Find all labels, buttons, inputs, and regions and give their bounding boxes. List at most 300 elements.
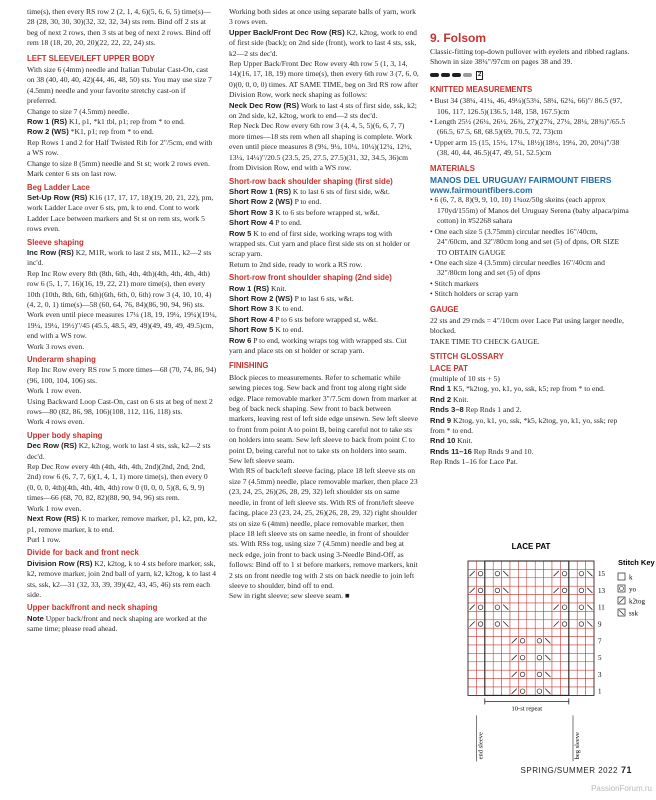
chart-cell [544, 561, 552, 569]
chart-cell [518, 637, 526, 645]
row-instruction: Rep Rnds 1–16 for Lace Pat. [430, 457, 518, 467]
text: Rep Inc Row every 8th (8th, 6th, 4th, 4th)(4th, 4th, 4th, 4th) row 6 (5, 1, 7, 16)(16, 19, 22, 21) more time(s), then every 10th (10th, 8th, 6th, 6th)(6th, 6th, 0, 6th) row 3 (4, 10, 10, 4)(4, 2, 0, 1) time(s)—58 (60, 64, 76, 84)(86, 90, 94, 96) sts. [27, 268, 212, 309]
column-left [27, 7, 217, 635]
chart-cell [468, 637, 476, 645]
chart-cell [518, 586, 526, 594]
chart-cell [510, 586, 518, 594]
chart-cell [476, 670, 484, 678]
row-instruction: Row 2 (WS) *K1, p1; rep from * to end. [27, 127, 154, 137]
text: Rep Upper Back/Front Dec Row every 4th row 5 (1, 3, 14, 14)(16, 17, 18, 19) more time(s), then every 6th row 3 (7, 6, 0, 0)(0, 0, 0, 0) times. AT SAME TIME, beg on 3rd RS row after Division Row, work neck shaping as follows: [229, 59, 419, 100]
chart-cell [552, 653, 560, 661]
row-instruction: Short Row 5 K to end. [229, 325, 304, 335]
row-number-label: 3 [598, 670, 602, 679]
chart-cell [510, 620, 518, 628]
chart-cell [502, 611, 510, 619]
row-instruction: Row 1 (RS) Knit. [229, 283, 287, 293]
row-label: Short Row 1 (RS) [229, 186, 292, 196]
row-instruction: Rnds 11–16 Rep Rnds 9 and 10. [430, 446, 534, 456]
row-label: Rnd 1 [430, 384, 452, 394]
chart-cell [493, 569, 501, 577]
chart-cell [577, 603, 585, 611]
chart-cell [569, 603, 577, 611]
chart-cell [544, 662, 552, 670]
chart-cell [560, 578, 568, 586]
lace-multiple: (multiple of 10 sts + 5) [430, 373, 500, 383]
chart-cell [485, 679, 493, 687]
chart-cell [502, 595, 510, 603]
list-item: • One each size 4 (3.5mm) circular needles 16"/40cm and 32"/80cm long and set (5) of dpns [430, 257, 605, 278]
chart-cell [552, 628, 560, 636]
row-label: Short Row 4 [229, 218, 274, 228]
brand-url-link[interactable]: www.fairmountfibers.com [430, 185, 533, 196]
row-instruction: Inc Row (RS) K2, M1R, work to last 2 sts, M1L, k2—2 sts inc'd. [27, 247, 212, 268]
chart-cell [544, 586, 552, 594]
heading-stitch-glossary: STITCH GLOSSARY [430, 352, 504, 362]
chart-cell [493, 645, 501, 653]
chart-cell [485, 670, 493, 678]
skill-bar-icon [463, 73, 472, 77]
text: Work even until piece measures 17¼ (18, 19, 19¼, 19¼)(19¼, 19¼, 19¼, 19½)"/45 (45.5, 48.5, 49, 49)(49, 49, 49, 49.5)cm, end with a WS row. [27, 310, 217, 341]
heading-left-sleeve: LEFT SLEEVE/LEFT UPPER BODY [27, 53, 155, 63]
column-right [430, 7, 630, 468]
pattern-subtitle: Classic-fitting top-down pullover with eyelets and ribbed raglans. Shown in size 38¼"/97cm on pages 38 and 39. [430, 47, 630, 67]
text: Rep Neck Dec Row every 6th row 3 (4, 4, 5, 5)(6, 6, 7, 7) more times—18 sts rem when all shaping is complete. Work even until piece measures 8 (9¼, 9¼, 10¼, 10¼)(12¼, 12½, 13¼, 14¼)"/20.5 (23.5, 25, 27.5, 27.5)(31, 32, 34.5, 36)cm from Division Row, end with a WS row. [229, 121, 413, 173]
chart-cell [527, 637, 535, 645]
chart-cell [552, 595, 560, 603]
chart-cell [476, 645, 484, 653]
chart-cell [510, 603, 518, 611]
chart-cell [577, 645, 585, 653]
chart-cell [535, 620, 543, 628]
chart-cell [544, 603, 552, 611]
row-label: Row 1 (RS) [27, 117, 68, 127]
chart-cell [468, 645, 476, 653]
repeat-label: 10-st repeat [511, 705, 543, 713]
chart-cell [502, 687, 510, 695]
chart-cell [476, 611, 484, 619]
chart-cell [468, 679, 476, 687]
chart-cell [552, 670, 560, 678]
chart-cell [552, 578, 560, 586]
list-item: • Upper arm 15 (15, 15½, 17¼, 18½)(18½, 19¼, 20, 20¼)"/38 (38, 40, 44, 46.5)(47, 49, 51, 52.5)cm [430, 137, 620, 158]
chart-cell [502, 645, 510, 653]
chart-cell [569, 561, 577, 569]
heading-short-row-first: Short-row back shoulder shaping (first side) [229, 176, 393, 186]
chart-cell [502, 561, 510, 569]
chart-cell [586, 578, 594, 586]
text: Rep Inc Row every RS row 5 more times—68 (70, 74, 86, 94)(96, 100, 104, 106) sts. [27, 365, 217, 385]
row-label: Dec Row (RS) [27, 441, 77, 451]
chart-cell [569, 645, 577, 653]
chart-cell [485, 620, 493, 628]
chart-cell [510, 595, 518, 603]
chart-cell [535, 578, 543, 586]
chart-cell [535, 603, 543, 611]
chart-cell [485, 569, 493, 577]
chart-cell [586, 645, 594, 653]
chart-cell [569, 569, 577, 577]
chart-cell [485, 595, 493, 603]
row-label: Row 2 (WS) [27, 127, 69, 137]
row-number-label: 7 [598, 637, 602, 646]
chart-cell [485, 603, 493, 611]
row-instruction: Rnd 2 Knit. [430, 394, 469, 404]
heading-materials: MATERIALS [430, 163, 475, 173]
text: Work 4 rows even. [27, 417, 85, 427]
chart-cell [502, 628, 510, 636]
row-label: Row 6 [229, 335, 252, 345]
chart-cell [510, 569, 518, 577]
chart-cell [535, 662, 543, 670]
text: Work 1 row even. [27, 386, 82, 396]
row-instruction: Row 5 K to end of first side, working wraps tog with wrapped sts. Cut yarn and place first side sts on st holder or scrap yarn. [229, 228, 411, 259]
chart-cell [527, 628, 535, 636]
chart-cell [586, 687, 594, 695]
chart-cell [544, 595, 552, 603]
pattern-title: 9. Folsom [430, 31, 487, 45]
heading-short-row-second: Short-row front shoulder shaping (2nd side) [229, 273, 392, 283]
chart-cell [535, 586, 543, 594]
chart-cell [493, 662, 501, 670]
chart-cell [518, 679, 526, 687]
chart-cell [560, 670, 568, 678]
chart-cell [569, 687, 577, 695]
list-item: • 6 (6, 7, 8, 8)(9, 9, 10, 10) 1¾oz/50g skeins (each approx 170yd/155m) of Manos del Uruguay Serena (baby alpaca/pima cotton) in #52268 sahara [430, 195, 629, 226]
beg-sleeve-label: beg sleeve [574, 732, 581, 760]
heading-divide: Divide for back and front neck [27, 548, 139, 558]
chart-cell [586, 653, 594, 661]
row-label: Upper Back/Front Dec Row (RS) [229, 27, 345, 37]
chart-cell [552, 611, 560, 619]
chart-cell [518, 670, 526, 678]
text: Work 3 rows even. [27, 341, 85, 351]
chart-cell [502, 578, 510, 586]
page-number: 71 [620, 765, 632, 775]
chart-cell [577, 637, 585, 645]
end-sleeve-label: end sleeve [477, 732, 485, 760]
chart-title: LACE PAT [511, 542, 551, 551]
yarn-brand: MANOS DEL URUGUAY/ FAIRMOUNT FIBERS [430, 175, 612, 186]
chart-cell [527, 561, 535, 569]
text: Rep Rows 1 and 2 for Half Twisted Rib for 2"/5cm, end with a WS row. [27, 137, 213, 158]
row-number-label: 11 [598, 603, 605, 612]
chart-cell [569, 595, 577, 603]
chart-cell [569, 670, 577, 678]
chart-cell [586, 670, 594, 678]
row-instruction: Set-Up Row (RS) K16 (17, 17, 17, 18)(19, 20, 21, 22), pm, work Ladder Lace over 6 sts, pm, k to end. Cont to work Ladder Lace between markers and St st on rem sts, work 5 rows even. [27, 192, 214, 234]
heading-ladder-lace: Beg Ladder Lace [27, 182, 90, 192]
key-swatch [618, 573, 625, 580]
chart-cell [518, 653, 526, 661]
row-label: Rnd 2 [430, 394, 452, 404]
text: Rep Dec Row every 4th (4th, 4th, 4th, 2nd)(2nd, 2nd, 2nd, 2nd) row 6 (6, 7, 7, 6)(1, 4, 1, 1) more time(s), then every 0 (0, 0, 0, 4th)(4th, 4th, 4th, 4th) row 0 (0, 0, 0, 5)(8, 6, 9, 9) times—66 (68, 70, 82, 82)(88, 90, 94, 96) sts rem. [27, 462, 208, 503]
chart-cell [552, 561, 560, 569]
chart-cell [535, 611, 543, 619]
chart-cell [577, 569, 585, 577]
chart-cell [510, 679, 518, 687]
chart-cell [510, 662, 518, 670]
chart-cell [560, 645, 568, 653]
row-instruction: Short Row 3 K to end. [229, 304, 304, 314]
chart-cell [535, 637, 543, 645]
short-rows-first-list [229, 187, 419, 260]
chart-cell [493, 578, 501, 586]
row-number-label: 1 [598, 687, 602, 696]
chart-cell [493, 653, 501, 661]
chart-cell [569, 628, 577, 636]
chart-cell [527, 670, 535, 678]
chart-cell [577, 611, 585, 619]
chart-cell [544, 679, 552, 687]
chart-cell [527, 595, 535, 603]
chart-cell [586, 561, 594, 569]
chart-cell [468, 662, 476, 670]
chart-cell [560, 662, 568, 670]
text: Purl 1 row. [27, 534, 61, 544]
chart-cell [577, 628, 585, 636]
chart-cell [518, 628, 526, 636]
chart-cell [493, 679, 501, 687]
chart-cell [502, 670, 510, 678]
chart-cell [552, 637, 560, 645]
row-number-label: 15 [598, 570, 605, 579]
chart-cell [569, 662, 577, 670]
chart-cell [518, 595, 526, 603]
note: Note Upper back/front and neck shaping are worked at the same time; please read ahead. [27, 613, 207, 634]
chart-cell [586, 679, 594, 687]
chart-cell [468, 628, 476, 636]
chart-cell [577, 662, 585, 670]
chart-cell [552, 645, 560, 653]
chart-cell [493, 687, 501, 695]
text: With size 6 (4mm) needle and Italian Tubular Cast-On, cast on 38 (40, 40, 40, 42)(44, 46, 48, 50) sts. You may use size 7 (4.5mm) needle and your favorite stretchy cast-on if preferred. [27, 65, 212, 106]
chart-cell [518, 603, 526, 611]
chart-cell [485, 628, 493, 636]
heading-upper-back: Upper back/front and neck shaping [27, 603, 158, 613]
row-instruction: Rnd 9 K2tog, yo, k1, yo, ssk, *k5, k2tog, yo, k1, yo, ssk; rep from * to end. [430, 415, 618, 435]
row-label: Short Row 3 [229, 304, 274, 314]
chart-cell [493, 628, 501, 636]
chart-cell [485, 578, 493, 586]
chart-cell [535, 595, 543, 603]
chart-cell [577, 679, 585, 687]
chart-cell [560, 595, 568, 603]
chart-cell [493, 561, 501, 569]
text: Work 1 row even. [27, 503, 82, 513]
chart-cell [485, 653, 493, 661]
chart-cell [560, 679, 568, 687]
chart-cell [518, 578, 526, 586]
key-swatch [618, 585, 625, 592]
chart-cell [510, 578, 518, 586]
text: With RS of back/left sleeve facing, place 18 left sleeve sts on size 7 (4.5mm) needle, place removable marker, then place 23 (23, 24, 25, 26)(26, 28, 29, 32) left shoulder sts on same needle, in front of left sleeve sts. With RS of front/left sleeve facing, place 23 (23, 24, 25, 26)(26, 28, 29, 32) right shoulder sts on size 6 (4mm) needle, place removable marker, then place 18 left sleeve sts on same needle, in front of shoulder sts. With RSs tog, using size 7 (4.5mm) needle and beg at neck edge, join front to back using 3-Needle Bind-Off, as follows: Bind off to 1 st before markers, remove markers, knit 2 sts on front needle tog with 2 sts on back needle to join left sleeve to shoulder, bind off to end. [229, 466, 418, 590]
chart-cell [527, 603, 535, 611]
chart-cell [535, 561, 543, 569]
chart-cell [476, 628, 484, 636]
chart-cell [569, 611, 577, 619]
list-item: • Stitch holders or scrap yarn [430, 289, 519, 299]
chart-cell [518, 687, 526, 695]
key-label: k [629, 573, 633, 582]
row-label: Division Row (RS) [27, 558, 93, 568]
chart-cell [535, 687, 543, 695]
chart-cell [569, 578, 577, 586]
skill-bar-icon [452, 73, 461, 77]
chart-cell [586, 628, 594, 636]
chart-cell [569, 653, 577, 661]
chart-cell [476, 637, 484, 645]
chart-cell [577, 687, 585, 695]
row-label: Rnds 11–16 [430, 446, 472, 456]
list-item: • Bust 34 (38¼, 41¼, 46, 49¼)(53¼, 58¼, 62¼, 66)"/ 86.5 (97, 106, 117, 126.5)(136.5, 148, 158, 167.5)cm [430, 96, 623, 116]
chart-cell [535, 628, 543, 636]
heading-sleeve-shaping: Sleeve shaping [27, 237, 84, 247]
heading-underarm: Underarm shaping [27, 355, 96, 364]
chart-cell [493, 603, 501, 611]
chart-cell [577, 578, 585, 586]
chart-cell [527, 578, 535, 586]
row-instruction: Short Row 4 P to 6 sts before wrapped st, w&t. [229, 314, 379, 324]
row-instruction: Rnd 1 K5, *k2tog, yo, k1, yo, ssk, k5; rep from * to end. [430, 384, 605, 394]
chart-cell [510, 628, 518, 636]
chart-cell [476, 653, 484, 661]
text: Change to size 7 (4.5mm) needle. [27, 106, 130, 116]
season-label: SPRING/SUMMER 2022 [520, 766, 618, 775]
chart-cell [535, 569, 543, 577]
chart-cell [476, 578, 484, 586]
chart-cell [485, 645, 493, 653]
chart-cell [577, 561, 585, 569]
key-label: yo [629, 585, 636, 594]
chart-cell [560, 637, 568, 645]
chart-cell [544, 611, 552, 619]
chart-cell [476, 603, 484, 611]
text: Change to size 8 (5mm) needle and St st; work 2 rows even. Mark center 6 sts on last row. [27, 158, 210, 179]
chart-cell [560, 561, 568, 569]
row-label: Short Row 5 [229, 325, 274, 335]
chart-cell [493, 611, 501, 619]
chart-cell [485, 637, 493, 645]
chart-cell [468, 561, 476, 569]
row-instruction: Row 1 (RS) K1, p1, *k1 tbl, p1; rep from * to end. [27, 117, 185, 127]
chart-cell [560, 687, 568, 695]
chart-cell [560, 620, 568, 628]
text: Return to 2nd side, ready to work a RS row. [229, 259, 363, 269]
chart-cell [535, 679, 543, 687]
chart-cell [577, 620, 585, 628]
row-label: Row 1 (RS) [229, 283, 270, 293]
chart-cell [476, 595, 484, 603]
text: Block pieces to measurements. Refer to schematic while sewing pieces tog. Sew back and front tog along right side edge. Place removable marker 3"/7.5cm down from marker at beg of back neck shaping. Sew front to back between markers, leaving rest of left side edge unsewn. Sew left sleeve to front from point A to point B, being careful not to take sts on holders into seam. Sew left sleeve to back from point C to point D, being careful not to take sts on holders into seam. Sew left sleeve seam. [229, 372, 418, 466]
heading-upper-body: Upper body shaping [27, 430, 103, 440]
chart-cell [527, 645, 535, 653]
row-instruction: Next Row (RS) K to marker, remove marker, p1, k2, pm, k2, p1, remove marker, k to end. [27, 514, 217, 534]
chart-cell [544, 628, 552, 636]
lace-chart [430, 537, 655, 787]
chart-cell [527, 586, 535, 594]
chart-cell [560, 611, 568, 619]
page-footer [521, 765, 632, 775]
row-instruction: Short Row 4 P to end. [229, 218, 302, 228]
chart-cell [527, 662, 535, 670]
row-label: Rnds 3–8 [430, 405, 464, 415]
chart-cell [485, 611, 493, 619]
row-instruction: Row 6 P to end, working wraps tog with wrapped sts. Cut yarn and place sts on st holder or scrap yarn. [229, 335, 407, 355]
chart-cell [586, 637, 594, 645]
chart-cell [485, 662, 493, 670]
row-label: Short Row 3 [229, 207, 274, 217]
chart-cell [468, 670, 476, 678]
chart-cell [544, 569, 552, 577]
chart-cell [577, 653, 585, 661]
stitch-key-title: Stitch Key [618, 558, 655, 567]
chart-cell [569, 679, 577, 687]
row-label: Set-Up Row (RS) [27, 192, 88, 202]
chart-cell [527, 611, 535, 619]
key-label: k2tog [629, 597, 645, 606]
row-instruction: Division Row (RS) K2, k2tog, k to 4 sts before marker, ssk, k2, remove marker, join 2nd ball of yarn, k2, k2tog, k to last 4 sts, ssk, k2—31 (32, 33, 39, 39)(42, 43, 45, 46) sts rem each side. [27, 558, 217, 599]
gauge-text: 22 sts and 29 rnds = 4"/10cm over Lace Pat using larger needle, blocked. [430, 315, 624, 336]
chart-cell [476, 620, 484, 628]
text: Using Backward Loop Cast-On, cast on 6 sts at beg of next 2 rows—80 (82, 86, 98, 106)(108, 112, 116, 118) sts. [27, 396, 213, 417]
chart-cell [468, 611, 476, 619]
chart-cell [544, 620, 552, 628]
chart-cell [502, 679, 510, 687]
chart-cell [485, 586, 493, 594]
row-instruction: Neck Dec Row (RS) Work to last 4 sts of first side, ssk, k2; on 2nd side, k2, k2tog, work to end—2 sts dec'd. [229, 100, 417, 121]
chart-cell [560, 653, 568, 661]
chart-cell [518, 569, 526, 577]
gauge-note: TAKE TIME TO CHECK GAUGE. [430, 336, 540, 346]
chart-cell [527, 687, 535, 695]
row-label: Rnd 9 [430, 415, 452, 425]
chart-cell [468, 578, 476, 586]
chart-cell [518, 561, 526, 569]
chart-cell [527, 679, 535, 687]
chart-cell [510, 611, 518, 619]
chart-cell [552, 679, 560, 687]
row-instruction: Short Row 2 (WS) P to end. [229, 197, 322, 207]
skill-level-badge: 2 [478, 71, 482, 78]
chart-cell [577, 586, 585, 594]
chart-cell [586, 611, 594, 619]
chart-cell [560, 628, 568, 636]
lace-chart-svg [430, 537, 655, 787]
chart-cell [527, 653, 535, 661]
row-label: Neck Dec Row (RS) [229, 100, 300, 110]
chart-cell [468, 653, 476, 661]
key-label: ssk [629, 609, 638, 618]
chart-cell [569, 586, 577, 594]
chart-cell [518, 611, 526, 619]
note-label: Note [27, 613, 44, 623]
chart-cell [544, 645, 552, 653]
chart-cell [560, 569, 568, 577]
chart-cell [493, 620, 501, 628]
list-item: • Length 25½ (26¼, 26½, 26¾, 27)(27¾, 27¼, 28¼, 28¾)"/65.5 (66.5, 67.5, 68, 68.5)(69, 70.5, 72, 73)cm [430, 117, 626, 137]
chart-cell [476, 569, 484, 577]
chart-cell [476, 679, 484, 687]
chart-cell [586, 662, 594, 670]
row-instruction: Short Row 3 K to 6 sts before wrapped st, w&t. [229, 207, 380, 217]
heading-lace-pat: LACE PAT [430, 363, 468, 373]
chart-cell [560, 586, 568, 594]
chart-cell [510, 645, 518, 653]
text: Working both sides at once using separate balls of yarn, work 3 rows even. [229, 7, 416, 27]
row-instruction: Short Row 2 (WS) P to last 6 sts, w&t. [229, 293, 354, 303]
chart-cell [476, 586, 484, 594]
chart-cell [535, 653, 543, 661]
